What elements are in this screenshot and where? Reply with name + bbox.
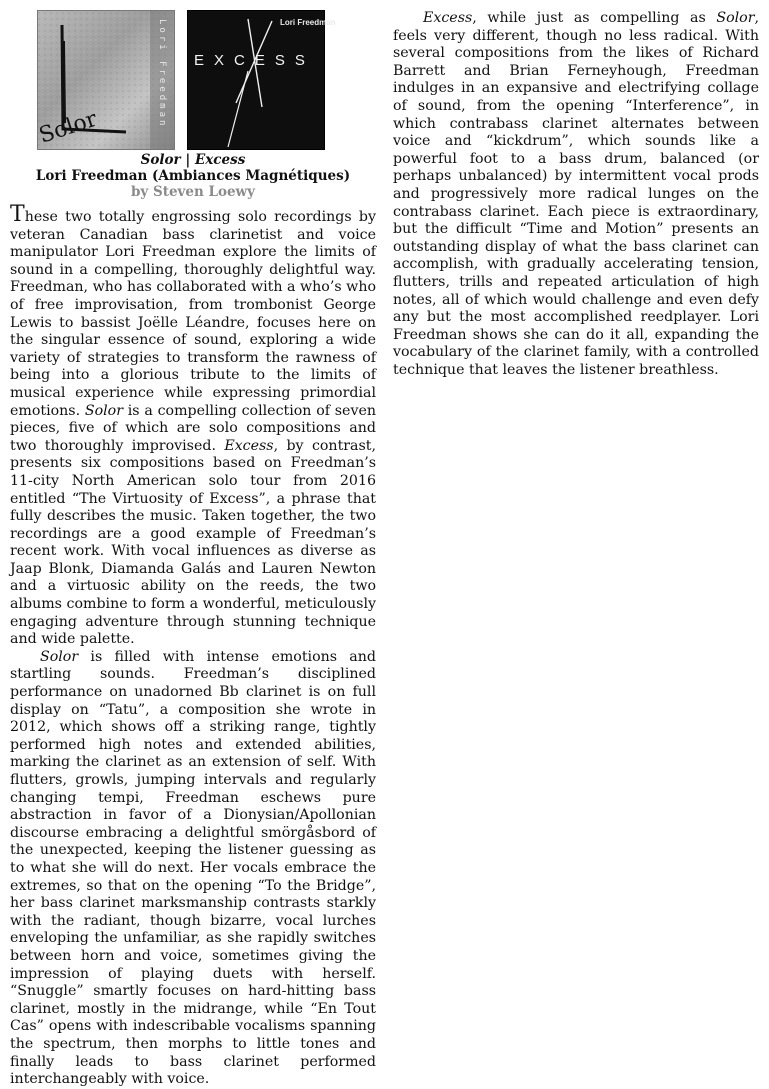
- paragraph-2: Solor is filled with intense emotions and startling sounds. Freedman’s disciplined performance on unadorned Bb clarinet is on full display on “Tatu”, a composition she wrote in 2012, which shows off a striking range, tightly performed high notes and extended abilities, marking the clarinet as an extension of self. With flutters, growls, jumping intervals and regularly changing tempi, Freedman eschews pure abstraction in favor of a Dionysian/Apollonian discourse embracing a delightful smörgåsbord of the unexpected, keeping the listener guessing as to what she will do next. Her vocals embrace the extremes, so that on the opening “To the Bridge”, her bass clarinet marksmanship contrasts starkly with the radiant, though bizarre, vocal lurches enveloping the unfamiliar, as she rapidly switches between horn and voice, sometimes giving the impression of playing duets with herself. “Snuggle” smartly focuses on hard-hitting bass clarinet, mostly in the midrange, while “En Tout Cas” opens with indescribable vocalisms spanning the spectrum, then morphs to little tones and finally leads to bass clarinet performed interchangeably with voice.: [10, 648, 376, 1088]
- byline: by Steven Loewy: [130, 184, 256, 200]
- solor-cover-title: Solor: [36, 106, 101, 149]
- left-column: [10, 10, 376, 1089]
- excess-cover-title: EXCESS: [194, 52, 315, 69]
- right-column: [393, 10, 759, 379]
- paragraph-1: These two totally engrossing solo recordings by veteran Canadian bass clarinetist and voice manipulator Lori Freedman explore the limits of sound in a compelling, thoroughly delightful way. Freedman, who has collaborated with a who’s who of free improvisation, from trombonist George Lewis to bassist Joëlle Léandre, focuses here on the singular essence of sound, exploring a wide variety of strategies to transform the rawness of being into a glorious tribute to the limits of musical experience while expressing primordial emotions. Solor is a compelling collection of seven pieces, five of which are solo compositions and two thoroughly improvised. Excess, by contrast, presents six compositions based on Freedman’s 11-city North American solo tour from 2016 entitled “The Virtuosity of Excess”, a phrase that fully describes the music. Taken together, the two recordings are a good example of Freedman’s recent work. With vocal influences as diverse as Jaap Blonk, Diamanda Galás and Lauren Newton and a virtuosic ability on the reeds, the two albums combine to form a wonderful, meticulously engaging adventure through stunning technique and wide palette.: [10, 202, 376, 648]
- review-caption: [10, 152, 376, 200]
- excess-cover-art: [188, 11, 336, 149]
- album-covers: [36, 10, 336, 150]
- solor-cover-art: [38, 11, 174, 149]
- artist-label: Lori Freedman (Ambiances Magnétiques): [35, 168, 351, 184]
- excess-album-cover: [187, 10, 336, 150]
- paragraph-3: Excess, while just as compelling as Solor, feels very different, though no less radical. With several compositions from the likes of Richard Barrett and Brian Ferneyhough, Freedman indulges in an expansive and electrifying collage of sound, from the opening “Interference”, in which contrabass clarinet alternates between voice and “kickdrum”, which sounds like a powerful foot to a bass drum, balanced (or perhaps unbalanced) by intermittent vocal prods and progressively more radical lunges on the contrabass clarinet. Each piece is extraordinary, but the difficult “Time and Motion” presents an outstanding display of what the bass clarinet can accomplish, with gradually accelerating tension, flutters, trills and repeated articulation of high notes, all of which would challenge and even defy any but the most accomplished reedplayer. Lori Freedman shows she can do it all, expanding the vocabulary of the clarinet family, with a controlled technique that leaves the listener breathless.: [393, 10, 759, 378]
- album-title-solor: Solor: [140, 152, 181, 168]
- solor-album-cover: [37, 10, 175, 150]
- drop-cap: T: [10, 202, 25, 227]
- album-titles: [10, 152, 376, 168]
- excess-cover-artist: Lori Freedman: [280, 18, 336, 27]
- solor-cover-side-text: Lori Freedman: [157, 19, 167, 129]
- album-title-excess: Excess: [194, 152, 246, 168]
- album-title-separator: |: [180, 152, 195, 168]
